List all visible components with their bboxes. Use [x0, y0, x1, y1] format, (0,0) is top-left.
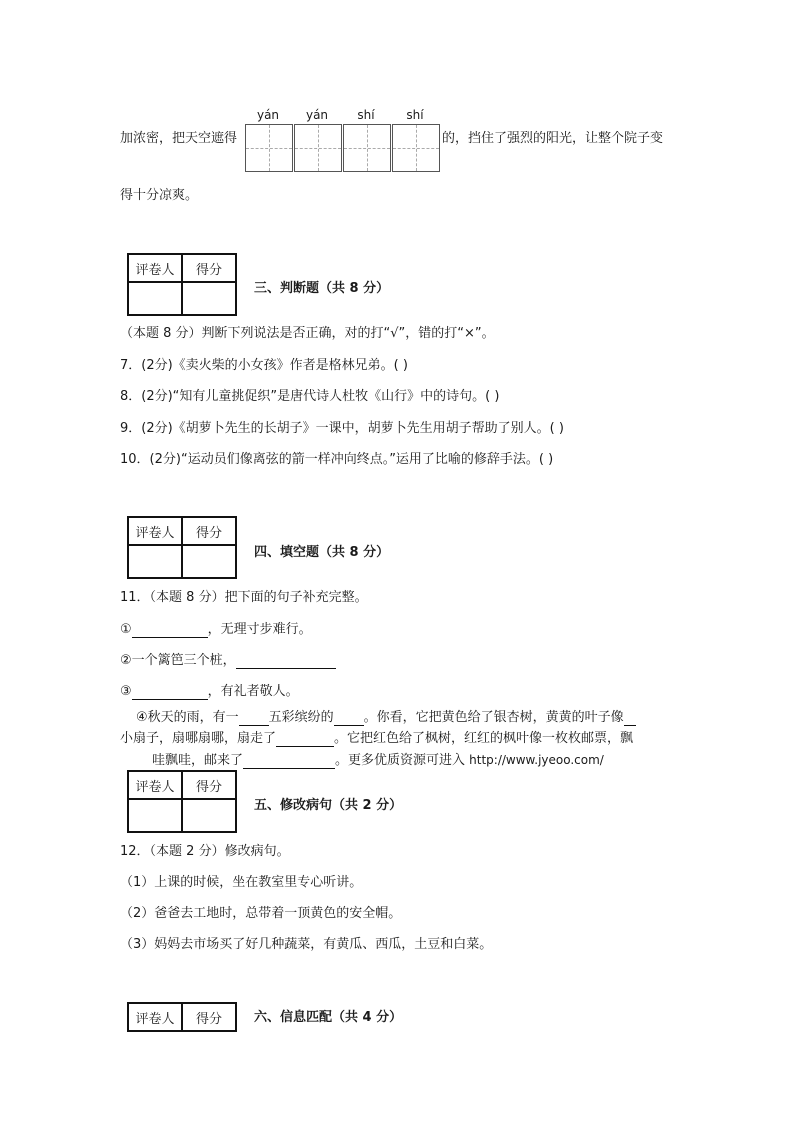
- question-8: 8．(2分)“知有儿童挑促织”是唐代诗人杜牧《山行》中的诗句。( ): [120, 389, 500, 404]
- reviewer-cell[interactable]: [128, 282, 182, 315]
- sentence-before-grid: 加浓密，把天空遮得: [120, 131, 238, 146]
- score-table-sec5: [127, 770, 237, 833]
- writing-grid-cell-4[interactable]: [392, 124, 440, 172]
- score-label: 得分: [182, 771, 236, 799]
- reviewer-label: 评卷人: [128, 1003, 182, 1031]
- fill-item-3-num: ③: [120, 684, 132, 699]
- pinyin-3: shí: [357, 108, 375, 122]
- fill-blank-3[interactable]: [132, 684, 208, 700]
- sentence-line-2: 得十分凉爽。: [120, 188, 199, 203]
- resource-link[interactable]: http://www.jyeoo.com/: [469, 753, 604, 767]
- fill-item-4-d: 小扇子，扇哪扇哪，扇走了: [120, 731, 277, 746]
- fill-item-4-e: 。它把红色给了枫树，红红的枫叶像一枚枚邮票，飘: [334, 731, 634, 746]
- reviewer-label: 评卷人: [128, 254, 182, 282]
- question-12: 12．（本题 2 分）修改病句。: [120, 844, 290, 859]
- fill-blank-4e[interactable]: [243, 753, 335, 769]
- score-table-sec6: [127, 1002, 237, 1032]
- pinyin-1: yán: [256, 108, 280, 122]
- score-cell[interactable]: [182, 545, 236, 578]
- section-title-4: 四、填空题（共 8 分）: [254, 545, 390, 560]
- score-cell[interactable]: [182, 282, 236, 315]
- fill-blank-4b[interactable]: [334, 710, 364, 726]
- writing-grid-cell-1[interactable]: [245, 124, 293, 172]
- question-7: 7．(2分)《卖火柴的小女孩》作者是格林兄弟。( ): [120, 358, 408, 373]
- sentence-fix-1: （1）上课的时候，坐在教室里专心听讲。: [120, 875, 363, 890]
- section-title-5: 五、修改病句（共 2 分）: [254, 798, 403, 813]
- sentence-after-grid: 的，挡住了强烈的阳光，让整个院子变: [442, 131, 664, 146]
- score-label: 得分: [182, 254, 236, 282]
- fill-item-4-line3: [152, 752, 604, 769]
- reviewer-cell[interactable]: [128, 545, 182, 578]
- writing-grid-cell-3[interactable]: [343, 124, 391, 172]
- score-table-sec3: [127, 253, 237, 316]
- pinyin-2: yán: [305, 108, 329, 122]
- sentence-fix-2: （2）爸爸去工地时，总带着一顶黄色的安全帽。: [120, 906, 402, 921]
- fill-item-4-a: ④秋天的雨，有一: [136, 710, 239, 725]
- fill-item-4-c: 。你看，它把黄色给了银杏树，黄黄的叶子像: [363, 710, 624, 725]
- fill-item-3: [120, 684, 299, 700]
- fill-blank-2[interactable]: [236, 653, 336, 669]
- fill-item-1: [120, 622, 312, 638]
- fill-item-4-b: 五彩缤纷的: [268, 710, 334, 725]
- section-title-6: 六、信息匹配（共 4 分）: [254, 1010, 403, 1025]
- fill-blank-4c[interactable]: [624, 710, 636, 726]
- section-title-3: 三、判断题（共 8 分）: [254, 281, 390, 296]
- fill-blank-4d[interactable]: [276, 731, 334, 747]
- fill-item-1-num: ①: [120, 622, 132, 637]
- sec3-intro: （本题 8 分）判断下列说法是否正确，对的打“√”，错的打“×”。: [120, 326, 495, 341]
- score-table-sec4: [127, 516, 237, 579]
- question-10: 10．(2分)“运动员们像离弦的箭一样冲向终点。”运用了比喻的修辞手法。( ): [120, 452, 554, 467]
- fill-item-4-line2: [120, 731, 633, 747]
- writing-grid-cell-2[interactable]: [294, 124, 342, 172]
- fill-item-2-text: ②一个篱笆三个桩，: [120, 653, 236, 668]
- reviewer-cell[interactable]: [128, 799, 182, 832]
- fill-blank-4a[interactable]: [239, 710, 269, 726]
- question-9: 9．(2分)《胡萝卜先生的长胡子》一课中，胡萝卜先生用胡子帮助了别人。( ): [120, 421, 564, 436]
- reviewer-label: 评卷人: [128, 517, 182, 545]
- fill-item-2: [120, 653, 336, 669]
- fill-blank-1[interactable]: [132, 622, 208, 638]
- fill-item-4-f: 哇飘哇，邮来了: [152, 753, 244, 768]
- score-cell[interactable]: [182, 799, 236, 832]
- fill-item-3-text: ，有礼者敬人。: [207, 684, 299, 699]
- score-label: 得分: [182, 1003, 236, 1031]
- fill-item-4-line1: [136, 710, 636, 726]
- question-11: 11．（本题 8 分）把下面的句子补充完整。: [120, 590, 368, 605]
- fill-item-4-g: 。更多优质资源可进入: [335, 753, 470, 768]
- sentence-fix-3: （3）妈妈去市场买了好几种蔬菜，有黄瓜、西瓜，土豆和白菜。: [120, 937, 493, 952]
- score-label: 得分: [182, 517, 236, 545]
- fill-item-1-text: ，无理寸步难行。: [207, 622, 312, 637]
- pinyin-4: shí: [406, 108, 424, 122]
- reviewer-label: 评卷人: [128, 771, 182, 799]
